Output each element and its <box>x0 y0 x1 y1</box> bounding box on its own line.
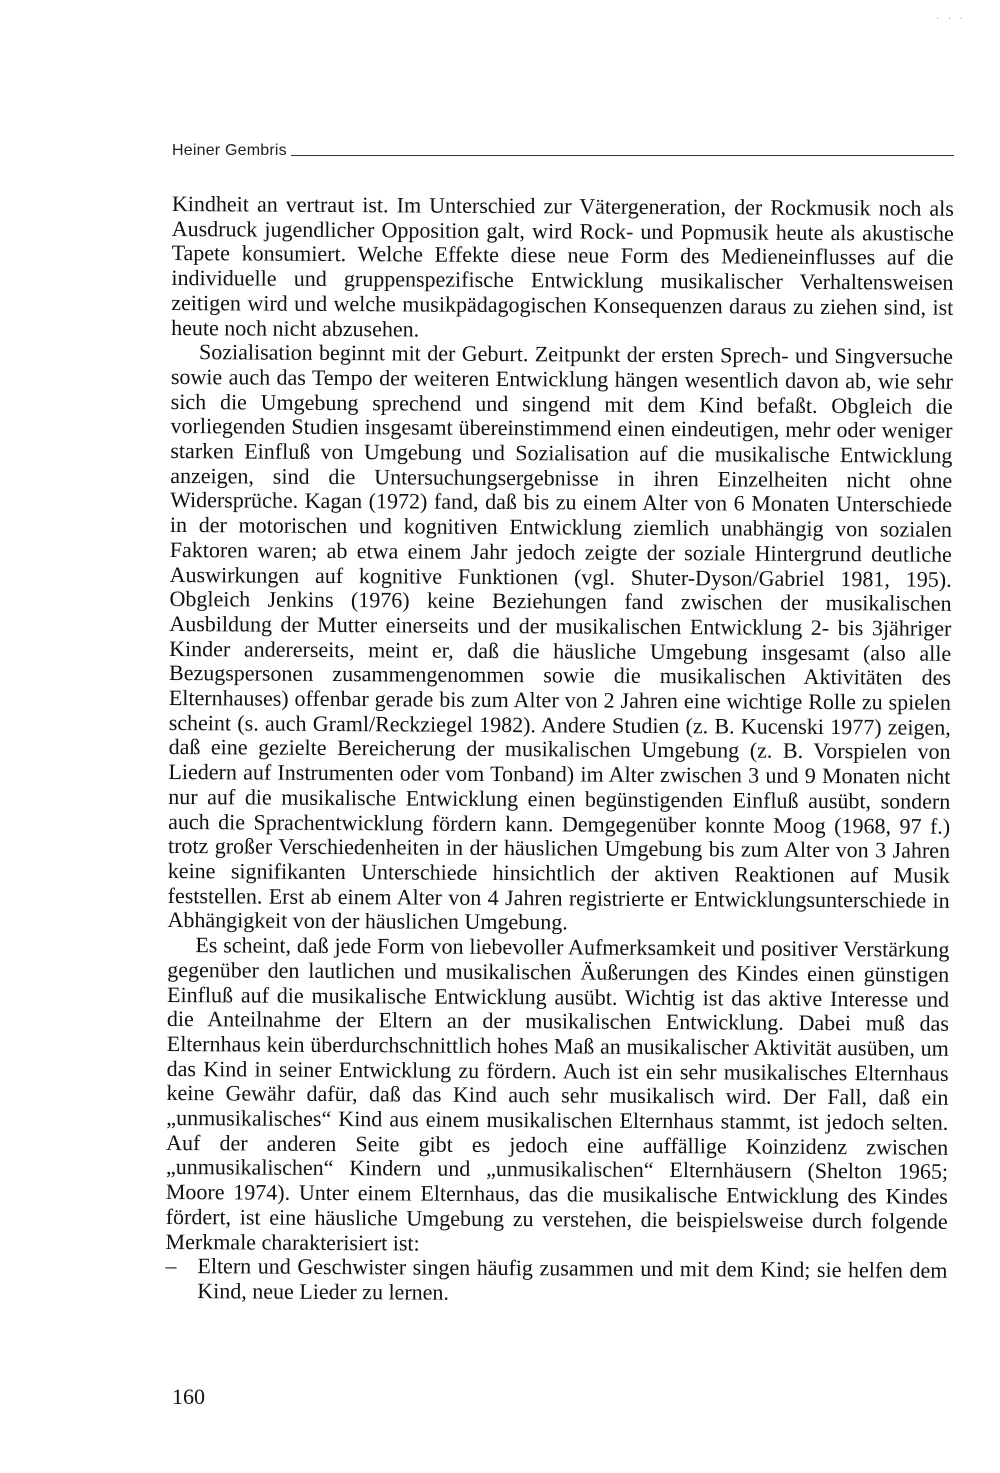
scan-artifact-dots: · · · <box>936 14 966 25</box>
list-item <box>165 1254 947 1308</box>
running-head-author: Heiner Gembris <box>172 142 287 159</box>
list-item-text: Eltern und Geschwister singen häufig zusammen und mit dem Kind; sie helfen dem Kind, neue Lieder zu lernen. <box>197 1253 948 1305</box>
paragraph-3: Es scheint, daß jede Form von liebevoller Aufmerksamkeit und positiver Verstärkung gegenüber den lautlichen und musikalischen Äußerungen des Kindes einen günstigen Einfluß auf die musikalische Entwicklung ausübt. Wichtig ist das aktive Interesse und die Anteilnahme der Eltern an der musikalischen Entwicklung. Dabei muß das Elternhaus kein überdurchschnittlich hohes Maß an musikalischer Aktivität ausüben, um das Kind in seiner Entwicklung zu fördern. Auch ist ein sehr musikalisches Elternhaus keine Gewähr dafür, daß das Kind auch sehr musikalisch wird. Der Fall, daß ein „unmusikalisches“ Kind aus einem musikalischen Elternhaus stammt, ist jedoch selten. Auf der anderen Seite gibt es jedoch eine auffällige Koinzidenz zwischen „unmusikalischen“ Kindern und „unmusikalischen“ Elternhäusern (Shelton 1965; Moore 1974). Unter einem Elternhaus, das die musikalische Entwicklung des Kindes fördert, ist eine häusliche Umgebung zu verstehen, die beispielsweise durch folgende Merkmale charakterisiert ist: <box>165 932 950 1256</box>
body-text <box>165 192 954 1308</box>
paragraph-1: Kindheit an vertraut ist. Im Unterschied zur Vätergeneration, der Rockmusik noch als Ausdruck jugendlicher Opposition galt, wird Rock- und Popmusik heute als akustische Tapete konsumiert. Welche Effekte diese neue Form des Medieneinflusses auf die individuelle und gruppenspezifische Entwicklung musikalischer Verhaltensweisen zeitigen wird und welche musikpädagogischen Konsequenzen daraus zu ziehen sind, ist heute noch nicht abzusehen. <box>171 191 954 342</box>
running-head <box>172 142 954 160</box>
page-number: 160 <box>172 1384 205 1409</box>
running-head-rule <box>291 155 954 156</box>
list-dash-marker: – <box>165 1253 177 1279</box>
feature-list <box>165 1254 947 1308</box>
paragraph-2: Sozialisation beginnt mit der Geburt. Zeitpunkt der ersten Sprech- und Singversuche sowie auch das Tempo der weiteren Entwicklung hängen wesentlich davon ab, wie sehr sich die Umgebung sprechend und singend mit dem Kind befaßt. Obgleich die vorliegenden Studien insgesamt übereinstimmend einen eindeutigen, mehr oder weniger starken Einfluß von Umgebung und Sozialisation auf die musikalische Entwicklung anzeigen, sind die Untersuchungsergebnisse in ihren Einzelheiten nicht ohne Widersprüche. Kagan (1972) fand, daß bis zu einem Alter von 6 Monaten Unterschiede in der motorischen und kognitiven Entwicklung ziemlich unabhängig von sozialen Faktoren waren; ab etwa einem Jahr jedoch zeigte der soziale Hintergrund deutliche Auswirkungen auf kognitive Funktionen (vgl. Shuter-Dyson/Gabriel 1981, 195). Obgleich Jenkins (1976) keine Beziehungen fand zwischen der musikalischen Ausbildung der Mutter einerseits und der musikalischen Entwicklung 2- bis 3jähriger Kinder andererseits, meint er, daß die häusliche Umgebung insgesamt (also alle Bezugspersonen zusammengenommen sowie die musikalischen Aktivitäten des Elternhauses) offenbar gerade bis zum Alter von 2 Jahren eine wichtige Rolle zu spielen scheint (s. auch Graml/Reckziegel 1982). Andere Studien (z. B. Kucenski 1977) zeigen, daß eine gezielte Bereicherung der musikalischen Umgebung (z. B. Vorspielen von Liedern auf Instrumenten oder vom Tonband) im Alter zwischen 3 und 9 Monaten nicht nur auf die musikalische Entwicklung einen begünstigenden Einfluß ausübt, sondern auch die Sprachentwicklung fördern kann. Demgegenüber konnte Moog (1968, 97 f.) trotz großer Verschiedenheiten in der häuslichen Umgebung bis zum Alter von 3 Jahren keine signifikanten Unterschiede hinsichtlich der aktiven Reaktionen auf Musik feststellen. Erst ab einem Alter von 4 Jahren registrierte er Entwicklungsunterschiede in Abhängigkeit von der häuslichen Umgebung. <box>167 339 954 935</box>
